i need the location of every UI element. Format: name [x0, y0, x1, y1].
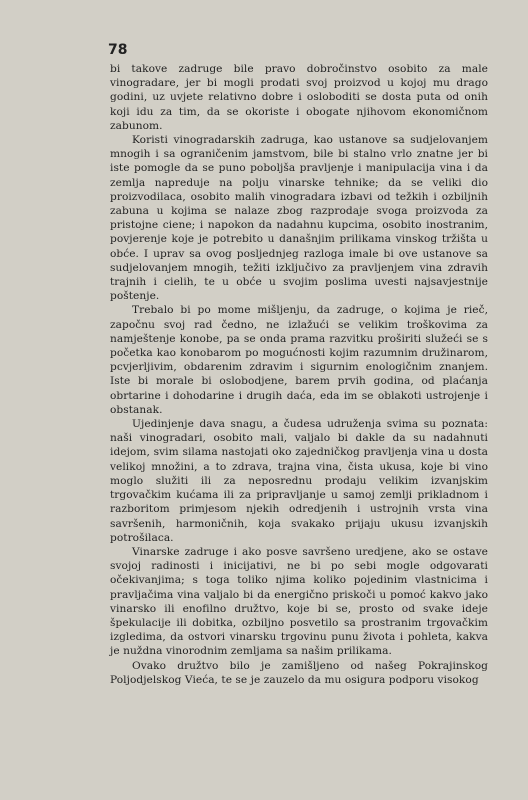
paragraph: bi takove zadruge bile pravo dobročinstvo osobito za male vinogradare, jer bi mogli prodati svoj proizvod u kojoj mu drago godini, uz uvjete relativno dobre i osloboditi se dosta puta od onih koji idu za tim, da se okoriste i obogate njihovom ekonomičnom zabunom.: [110, 63, 488, 132]
paragraph: Koristi vinogradarskih zadruga, kao ustanove sa sudjelovanjem mnogih i sa ograničenim jamstvom, bile bi stalno vrlo znatne jer bi iste pomogle da se puno poboljša pravljenje i manipulacija vina i da zemlja napreduje na polju vinarske tehnike; da se veliki dio proizvodilaca, osobito malih vinogradara izbavi od težkih i ozbiljnih zabuna u kojima se nalaze zbog razprodaje svoga proizvoda za pristojne ciene; i napokon da nadahnu kupcima, osobito inostranim, povjerenje koje je potrebito u današnjim prilikama vinskog tržišta u obće. I uprav sa ovog posljednjeg razloga imale bi ove ustanove sa sudjelovanjem mnogih, težiti izključivo za pravljenjem vina zdravih trajnih i cielih, te u obće u svojim poslima uvesti najsavjestnije poštenje.: [110, 134, 488, 303]
paragraph: Ujedinjenje dava snagu, a čudesa udruženja svima su poznata: naši vinogradari, osobito mali, valjalo bi dakle da su nadahnuti idejom, svim silama nastojati oko zajedničkog pravljenja vina u dosta velikoj množini, a to zdrava, trajna vina, čista ukusa, koje bi vino moglo služiti ili za neposrednu prodaju velikim izvanjskim trgovačkim kućama ili za pripravljanje u samoj zemlji prikladnom i razboritom primjesom njekih odredjenih i ustrojnih vrsta vina savršenih, harmoničnih, koja svakako prijaju ukusu izvanjskih potrošilaca.: [110, 418, 488, 544]
paragraph: Vinarske zadruge i ako posve savršeno uredjene, ako se ostave svojoj radinosti i inicijativi, ne bi po sebi mogle odgovarati očekivanjima; s toga toliko njima koliko pojedinim vlastnicima i pravljačima vina valjalo bi da energično priskoči u pomoć kakvo jako vinarsko ili enofilno družtvo, koje bi se, prosto od svake ideje špekulacije ili dobitka, ozbiljno posvetilo sa prostranim trgovačkim izgledima, da ostvori vinarsku trgovinu punu života i pohleta, kakva je nuždna vinorodnim zemljama sa našim prilikama.: [110, 545, 488, 658]
body-text: [110, 62, 488, 687]
paragraph: Ovako družtvo bilo je zamišljeno od našeg Pokrajinskog Poljodjelskog Vieća, te se je zauzelo da mu osigura podporu visokog: [110, 659, 488, 686]
paragraph: Trebalo bi po mome mišljenju, da zadruge, o kojima je rieč, započnu svoj rad čedno, ne izlažući se velikim troškovima za namještenje konobe, pa se onda prama razvitku proširiti služeći se s početka kao konobarom po mogućnosti kojim razumnim družinarom, pcvjerljivim, obdarenim zdravim i sigurnim enologičnim znanjem. Iste bi morale bi oslobodjene, barem prvih godina, od plaćanja obrtarine i dohodarine i drugih daća, eda im se oblakoti ustrojenje i obstanak.: [110, 304, 488, 416]
page-number: 78: [108, 42, 128, 58]
